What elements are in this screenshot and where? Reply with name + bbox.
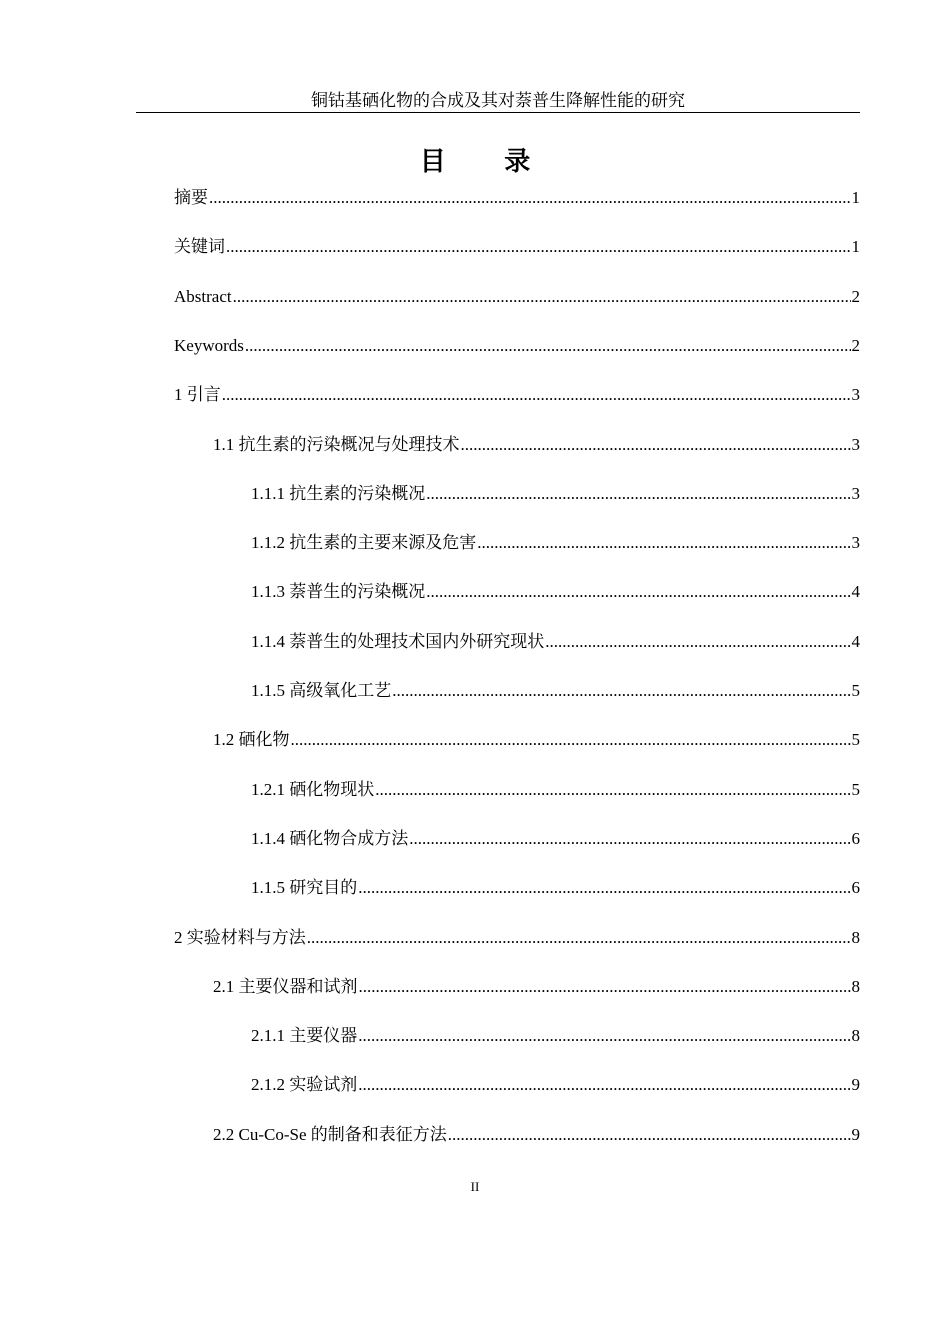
toc-entry-page: 9	[851, 1075, 860, 1094]
toc-entry[interactable]	[174, 286, 860, 308]
toc-entry-label: 2 实验材料与方法	[174, 928, 306, 947]
toc-entry-label: 1.2.1 硒化物现状	[251, 780, 375, 799]
toc-entry-label: 1.2 硒化物	[213, 730, 290, 749]
toc-dot-leader	[448, 1124, 851, 1146]
toc-dot-leader	[358, 877, 850, 899]
toc-entry-label: Abstract	[174, 287, 232, 306]
toc-entry-label: 1.1.2 抗生素的主要来源及危害	[251, 533, 477, 552]
toc-dot-leader	[358, 1025, 850, 1047]
toc-entry[interactable]	[251, 532, 860, 554]
toc-entry-label: 2.2 Cu-Co-Se 的制备和表征方法	[213, 1125, 447, 1144]
toc-entry-label: 关键词	[174, 237, 225, 256]
toc-entry-label: 1.1.4 萘普生的处理技术国内外研究现状	[251, 632, 545, 651]
toc-dot-leader	[392, 680, 850, 702]
toc-dot-leader	[545, 631, 850, 653]
toc-dot-leader	[222, 384, 851, 406]
toc-title: 目 录	[419, 147, 557, 176]
toc-entry-label: 1.1.5 高级氧化工艺	[251, 681, 392, 700]
toc-entry[interactable]	[174, 187, 860, 209]
toc-entry-page: 2	[851, 287, 860, 306]
toc-entry-label: 摘要	[174, 188, 208, 207]
toc-dot-leader	[409, 828, 850, 850]
toc-entry[interactable]	[174, 384, 860, 406]
toc-dot-leader	[461, 434, 851, 456]
running-header: 铜钴基硒化物的合成及其对萘普生降解性能的研究	[136, 90, 860, 113]
toc-entry[interactable]	[251, 1074, 860, 1096]
toc-dot-leader	[477, 532, 850, 554]
toc-entry-page: 2	[851, 336, 860, 355]
toc-dot-leader	[245, 335, 851, 357]
toc-entry-page: 3	[851, 533, 860, 552]
toc-entry-page: 8	[851, 1026, 860, 1045]
toc-entry-label: Keywords	[174, 336, 244, 355]
toc-entry-page: 5	[851, 730, 860, 749]
toc-dot-leader	[359, 976, 851, 998]
toc-entry[interactable]	[213, 1124, 860, 1146]
toc-entry-label: 2.1 主要仪器和试剂	[213, 977, 358, 996]
toc-entry-label: 1.1.5 研究目的	[251, 878, 358, 897]
toc-dot-leader	[291, 729, 851, 751]
toc-entry[interactable]	[251, 828, 860, 850]
toc-entry-label: 2.1.2 实验试剂	[251, 1075, 358, 1094]
toc-entry[interactable]	[251, 877, 860, 899]
toc-entry-label: 1 引言	[174, 385, 221, 404]
toc-entry-label: 1.1 抗生素的污染概况与处理技术	[213, 435, 460, 454]
toc-entry[interactable]	[174, 335, 860, 357]
toc-entry-page: 5	[851, 780, 860, 799]
toc-entry-page: 4	[851, 632, 860, 651]
toc-entry[interactable]	[251, 581, 860, 603]
toc-entry-page: 1	[851, 237, 860, 256]
toc-entry-page: 3	[851, 484, 860, 503]
toc-dot-leader	[426, 483, 850, 505]
toc-dot-leader	[426, 581, 850, 603]
toc-entry[interactable]	[213, 976, 860, 998]
toc-entry[interactable]	[251, 483, 860, 505]
toc-dot-leader	[307, 927, 851, 949]
toc-entry[interactable]	[251, 779, 860, 801]
toc-entry-page: 8	[851, 977, 860, 996]
toc-entry[interactable]	[251, 680, 860, 702]
toc-entry[interactable]	[213, 434, 860, 456]
toc-entry-page: 8	[851, 928, 860, 947]
toc-entry[interactable]	[251, 631, 860, 653]
toc-dot-leader	[358, 1074, 850, 1096]
toc-entry-page: 4	[851, 582, 860, 601]
toc-entry-label: 1.1.4 硒化物合成方法	[251, 829, 409, 848]
toc-dot-leader	[233, 286, 851, 308]
toc-dot-leader	[226, 236, 851, 258]
toc-entry-label: 2.1.1 主要仪器	[251, 1026, 358, 1045]
toc-entry[interactable]	[174, 236, 860, 258]
toc-entry-page: 3	[851, 385, 860, 404]
toc-dot-leader	[209, 187, 851, 209]
toc-entry-label: 1.1.1 抗生素的污染概况	[251, 484, 426, 503]
toc-dot-leader	[375, 779, 850, 801]
toc-entry-page: 5	[851, 681, 860, 700]
page-number: II	[470, 1179, 480, 1194]
toc-entry-label: 1.1.3 萘普生的污染概况	[251, 582, 426, 601]
toc-entry[interactable]	[174, 927, 860, 949]
toc-entry[interactable]	[251, 1025, 860, 1047]
toc-entry-page: 9	[851, 1125, 860, 1144]
toc-entry-page: 6	[851, 829, 860, 848]
toc-entry-page: 3	[851, 435, 860, 454]
toc-entry-page: 1	[851, 188, 860, 207]
toc-entry-page: 6	[851, 878, 860, 897]
toc-entry[interactable]	[213, 729, 860, 751]
